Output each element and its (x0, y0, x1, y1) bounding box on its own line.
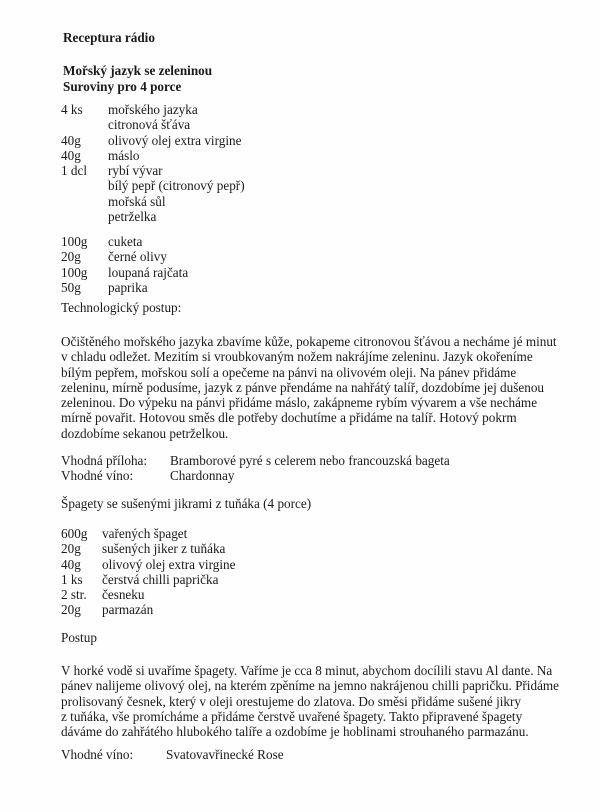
procedure-line: bílým pepřem, mořskou solí a opečeme na pánvi na olivovém oleji. Na pánev přidáme (61, 364, 517, 380)
ingredient-name: parmazán (102, 602, 154, 618)
recipe2-procedure-heading: Postup (61, 630, 97, 645)
ingredient-name: mořského jazyka (108, 102, 198, 117)
wine-value: Svatovavřinecké Rose (166, 747, 284, 762)
ingredient-quantity: 40g (61, 556, 81, 572)
ingredient-name: čerstvá chilli paprička (102, 571, 219, 587)
procedure-line: dáváme do zahřátého hlubokého talíře a ozdobíme je hoblinami strouhaného parmazánu. (61, 724, 529, 740)
ingredient-name: máslo (108, 147, 140, 163)
ingredient-quantity: 40g (61, 132, 81, 148)
ingredient-quantity: 2 str. (61, 587, 87, 603)
ingredient-quantity: 100g (61, 234, 88, 249)
ingredient-name: mořská sůl (108, 193, 166, 209)
procedure-line: V horké vodě si uvaříme špagety. Vaříme je cca 8 minut, abychom docílili stavu Al dante. Na (61, 663, 553, 678)
ingredient-name: petrželka (108, 209, 157, 225)
side-dish-label: Vhodná příloha: (61, 453, 148, 468)
procedure-line: Očištěného mořského jazyka zbavíme kůže, pokapeme citronovou šťávou a necháme jé minut (61, 334, 557, 349)
recipe2-title: Špagety se sušenými jikrami z tuňáka (4 porce) (61, 496, 312, 511)
ingredient-quantity: 4 ks (61, 102, 83, 117)
ingredient-quantity: 20g (61, 249, 81, 265)
ingredient-quantity: 40g (61, 147, 81, 163)
recipe1-procedure-text (61, 334, 591, 441)
procedure-line: v chladu odležet. Mezitím si vroubkovaným nožem nakrájíme zeleninu. Jazyk okořeníme (61, 349, 533, 365)
wine-label: Vhodné víno: (61, 468, 134, 484)
procedure-line: zeleninou. Do výpeku na pánvi přidáme máslo, zakápneme rybím vývarem a vše necháme (61, 395, 538, 411)
ingredient-quantity: 100g (61, 264, 88, 280)
procedure-line: z tuňáka, vše promícháme a přidáme čerstvě uvařené špagety. Takto připravené špagety (61, 708, 523, 724)
ingredient-name: olivový olej extra virgine (108, 132, 242, 148)
document-heading: Receptura rádio (63, 30, 155, 45)
procedure-line: prolisovaný česnek, který v oleji orestujeme do zlatova. Do směsi přidáme sušené jikry (61, 693, 521, 709)
wine-label: Vhodné víno: (61, 747, 134, 762)
procedure-line: dozdobíme sekanou petrželkou. (61, 425, 229, 441)
side-dish-value: Bramborové pyré s celerem nebo francouzská bageta (170, 453, 450, 468)
ingredient-quantity: 20g (61, 602, 81, 618)
recipe1-servings: Suroviny pro 4 porce (63, 79, 182, 94)
ingredient-name: olivový olej extra virgine (102, 556, 236, 572)
procedure-line: mírně povařit. Hotovou směs dle potřeby dochutíme a přidáme na talíř. Hotový pokrm (61, 410, 517, 426)
ingredient-name: rybí vývar (108, 163, 163, 179)
ingredient-quantity: 600g (61, 526, 88, 541)
ingredient-quantity: 1 dcl (61, 163, 88, 179)
ingredient-quantity: 50g (61, 279, 81, 295)
ingredient-name: loupaná rajčata (108, 264, 189, 280)
ingredient-name: cuketa (108, 234, 143, 249)
recipe1-procedure-heading: Technologický postup: (61, 300, 182, 315)
ingredient-name: vařených špaget (102, 526, 188, 541)
procedure-line: pánev nalijeme olivový olej, na kterém zpěníme na jemno nakrájenou chilli papričku. Přidáme (61, 678, 560, 694)
ingredient-name: citronová šťáva (108, 117, 191, 133)
ingredient-name: sušených jiker z tuňáka (102, 541, 226, 557)
recipe2-procedure-text (61, 663, 591, 739)
ingredient-name: česneku (102, 587, 145, 603)
procedure-line: zeleninu, mírně podusíme, jazyk z pánve přendáme na nahřátý talíř, dozdobíme jej dušenou (61, 379, 545, 395)
ingredient-quantity: 1 ks (61, 571, 83, 587)
recipe1-title: Mořský jazyk se zeleninou (63, 63, 213, 78)
ingredient-quantity: 20g (61, 541, 81, 557)
ingredient-name: černé olivy (108, 249, 167, 265)
ingredient-name: paprika (108, 279, 148, 295)
wine-value: Chardonnay (170, 468, 235, 484)
ingredient-name: bílý pepř (citronový pepř) (108, 178, 245, 194)
